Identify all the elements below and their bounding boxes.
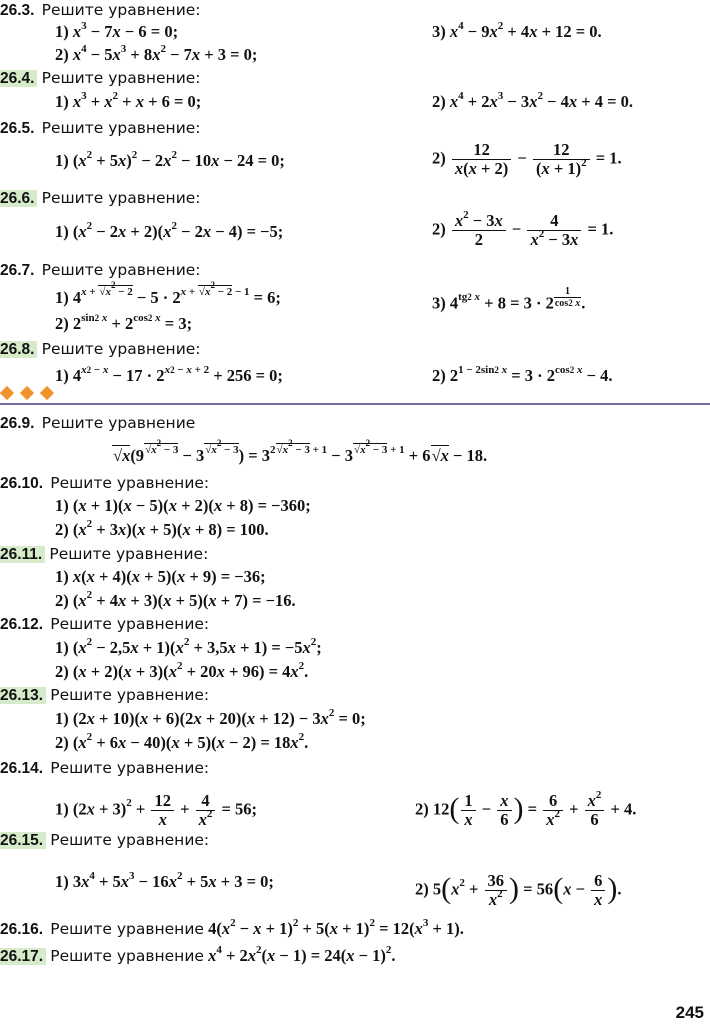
problem-instruction: Решите уравнение: — [41, 189, 201, 207]
problem-instruction: Решите уравнение: — [41, 261, 201, 279]
problem-header — [0, 758, 209, 779]
equation: 1) $3x^4 + 5x^3 - 16x^2 + 5x + 3 = 0$; — [55, 869, 274, 891]
problem-header — [0, 473, 209, 494]
page-number: 245 — [675, 1003, 704, 1022]
equation: 2) $(x + 2)(x + 3)(x^2 + 20x + 96) = 4x^2$. — [55, 659, 309, 681]
equation: 2) $x^4 - 5x^3 + 8x^2 - 7x + 3 = 0$; — [55, 42, 258, 64]
equation: 1) x(x + 4)(x + 5)(x + 9) = −36; — [55, 567, 266, 586]
equation: 1) $4^{x2 - x} - 17 \cdot 2^{x2 - x + 2} + 256 = 0$; — [55, 363, 283, 385]
equation: 2) $(x^2 + 6x - 40)(x + 5)(x - 2) = 18x^2$. — [55, 730, 309, 752]
problem-header — [0, 916, 464, 940]
problem-number: 26.14. — [0, 760, 44, 777]
problem-instruction: Решите уравнение: — [50, 831, 210, 849]
equation: 2) $2^{1 - 2sin2 x} = 3 \cdot 2^{cos2 x} - 4$. — [432, 363, 613, 385]
problem-header — [0, 68, 201, 89]
problem-instruction: Решите уравнение — [41, 414, 196, 432]
problem-instruction: Решите уравнение — [50, 920, 204, 938]
problem-header — [0, 943, 396, 967]
equation: $4(x^2 - x + 1)^2 + 5(x + 1)^2 = 12(x^3 + 1)$. — [208, 916, 464, 938]
problem-instruction: Решите уравнение: — [41, 1, 201, 19]
problem-instruction: Решите уравнение: — [50, 759, 210, 777]
equation: 2) $(x^2 + 4x + 3)(x + 5)(x + 7) = -16$. — [55, 588, 296, 610]
equation: 1) $x^3 - 7x - 6 = 0$; — [55, 19, 179, 41]
problem-number: 26.8. — [0, 341, 37, 358]
problem-header — [0, 118, 201, 139]
equation: 1) $(x^2 - 2,5x + 1)(x^2 + 3,5x + 1) = -5x^2$; — [55, 635, 322, 657]
problem-number: 26.3. — [0, 2, 35, 19]
equation: 1) $(2x + 3)^2$ + $\frac{12}{x}$ + $\frac{4}{x^2}$ = 56; — [55, 791, 257, 829]
problem-number: 26.13. — [0, 687, 46, 704]
problem-header — [0, 544, 208, 565]
problem-header — [0, 830, 209, 851]
diamond-icon — [20, 386, 34, 400]
problem-number: 26.17. — [0, 948, 46, 965]
equation: 2) $\frac{x^2 - 3x}{2}$ − $\frac{4}{x^2 - 3x}$ = 1. — [432, 208, 614, 249]
problem-instruction: Решите уравнение — [50, 947, 204, 965]
problem-header — [0, 614, 209, 635]
diamond-icon — [0, 386, 14, 400]
equation: 1) $(x^2 + 5x)^2 - 2x^2 - 10x - 24 = 0$; — [55, 148, 285, 170]
equation: $x^4 + 2x^2(x - 1) = 24(x - 1)^2$. — [208, 943, 396, 965]
problem-number: 26.11. — [0, 546, 45, 563]
problem-number: 26.12. — [0, 616, 44, 633]
problem-instruction: Решите уравнение: — [41, 69, 201, 87]
problem-number: 26.6. — [0, 190, 37, 207]
problem-header — [0, 0, 201, 21]
equation: 3) $4^{tg2 x} + 8 = 3 \cdot 2$ $^{\frac{1}{\cos 2 x}}$ . — [432, 286, 586, 313]
problem-instruction: Решите уравнение: — [50, 686, 210, 704]
problem-number: 26.5. — [0, 120, 35, 137]
problem-instruction: Решите уравнение: — [41, 340, 201, 358]
equation: 3) $x^4 - 9x^2 + 4x + 12 = 0$. — [432, 19, 602, 41]
equation: 2) $x^4 + 2x^3 - 3x^2 - 4x + 4 = 0$. — [432, 89, 634, 111]
section-divider — [0, 403, 710, 405]
problem-instruction: Решите уравнение: — [49, 545, 209, 563]
problem-number: 26.9. — [0, 415, 35, 432]
diamond-icon — [40, 386, 54, 400]
problem-number: 26.7. — [0, 262, 35, 279]
difficulty-diamonds — [2, 385, 62, 403]
equation: 2) $\frac{12}{x(x + 2)}$ − $\frac{12}{(x + 1)^2}$ = 1. — [432, 140, 622, 178]
problem-instruction: Решите уравнение: — [41, 119, 201, 137]
problem-header — [0, 188, 201, 209]
equation: 1) $(2x + 10)(x + 6)(2x + 20)(x + 12) - 3x^2 = 0$; — [55, 706, 366, 728]
problem-number: 26.10. — [0, 475, 44, 492]
equation: 1) $(x^2 - 2x + 2)(x^2 - 2x - 4) = -5$; — [55, 219, 284, 241]
equation: 2) $(x^2 + 3x)(x + 5)(x + 8) = 100$. — [55, 517, 269, 539]
problem-instruction: Решите уравнение: — [50, 615, 210, 633]
equation: 2) $5(x^2$ + $\frac{36}{x^2}$ ) = 56(x − $\frac{6}{x}$ ). — [415, 871, 622, 909]
problem-header — [0, 685, 209, 706]
problem-number: 26.4. — [0, 70, 37, 87]
problem-header — [0, 413, 195, 434]
equation: 2) 12( $\frac{1}{x}$ − $\frac{x}{6}$ ) = $\frac{6}{x^2}$ + $\frac{x^2}{6}$ + 4. — [415, 788, 637, 829]
problem-number: 26.16. — [0, 921, 44, 938]
equation: 1) $4^{x + √x^2 - 2} - 5 \cdot 2^{x + √x^2 - 2 - 1} = 6$; — [55, 279, 281, 307]
problem-header — [0, 339, 201, 360]
equation: 2) $2^{sin2 x} + 2^{cos2 x} = 3$; — [55, 311, 193, 333]
equation: $√x(9^{√x^2 - 3} - 3^{√x^2 - 3}) = 3^{2√x^2 - 3 + 1} - 3^{√x^2 - 3 + 1} + 6√x - 18$. — [113, 437, 488, 465]
equation: 1) (x + 1)(x − 5)(x + 2)(x + 8) = −360; — [55, 496, 311, 515]
equation: 1) $x^3 + x^2 + x + 6 = 0$; — [55, 89, 202, 111]
problem-header — [0, 260, 201, 281]
problem-instruction: Решите уравнение: — [50, 474, 210, 492]
problem-number: 26.15. — [0, 832, 46, 849]
